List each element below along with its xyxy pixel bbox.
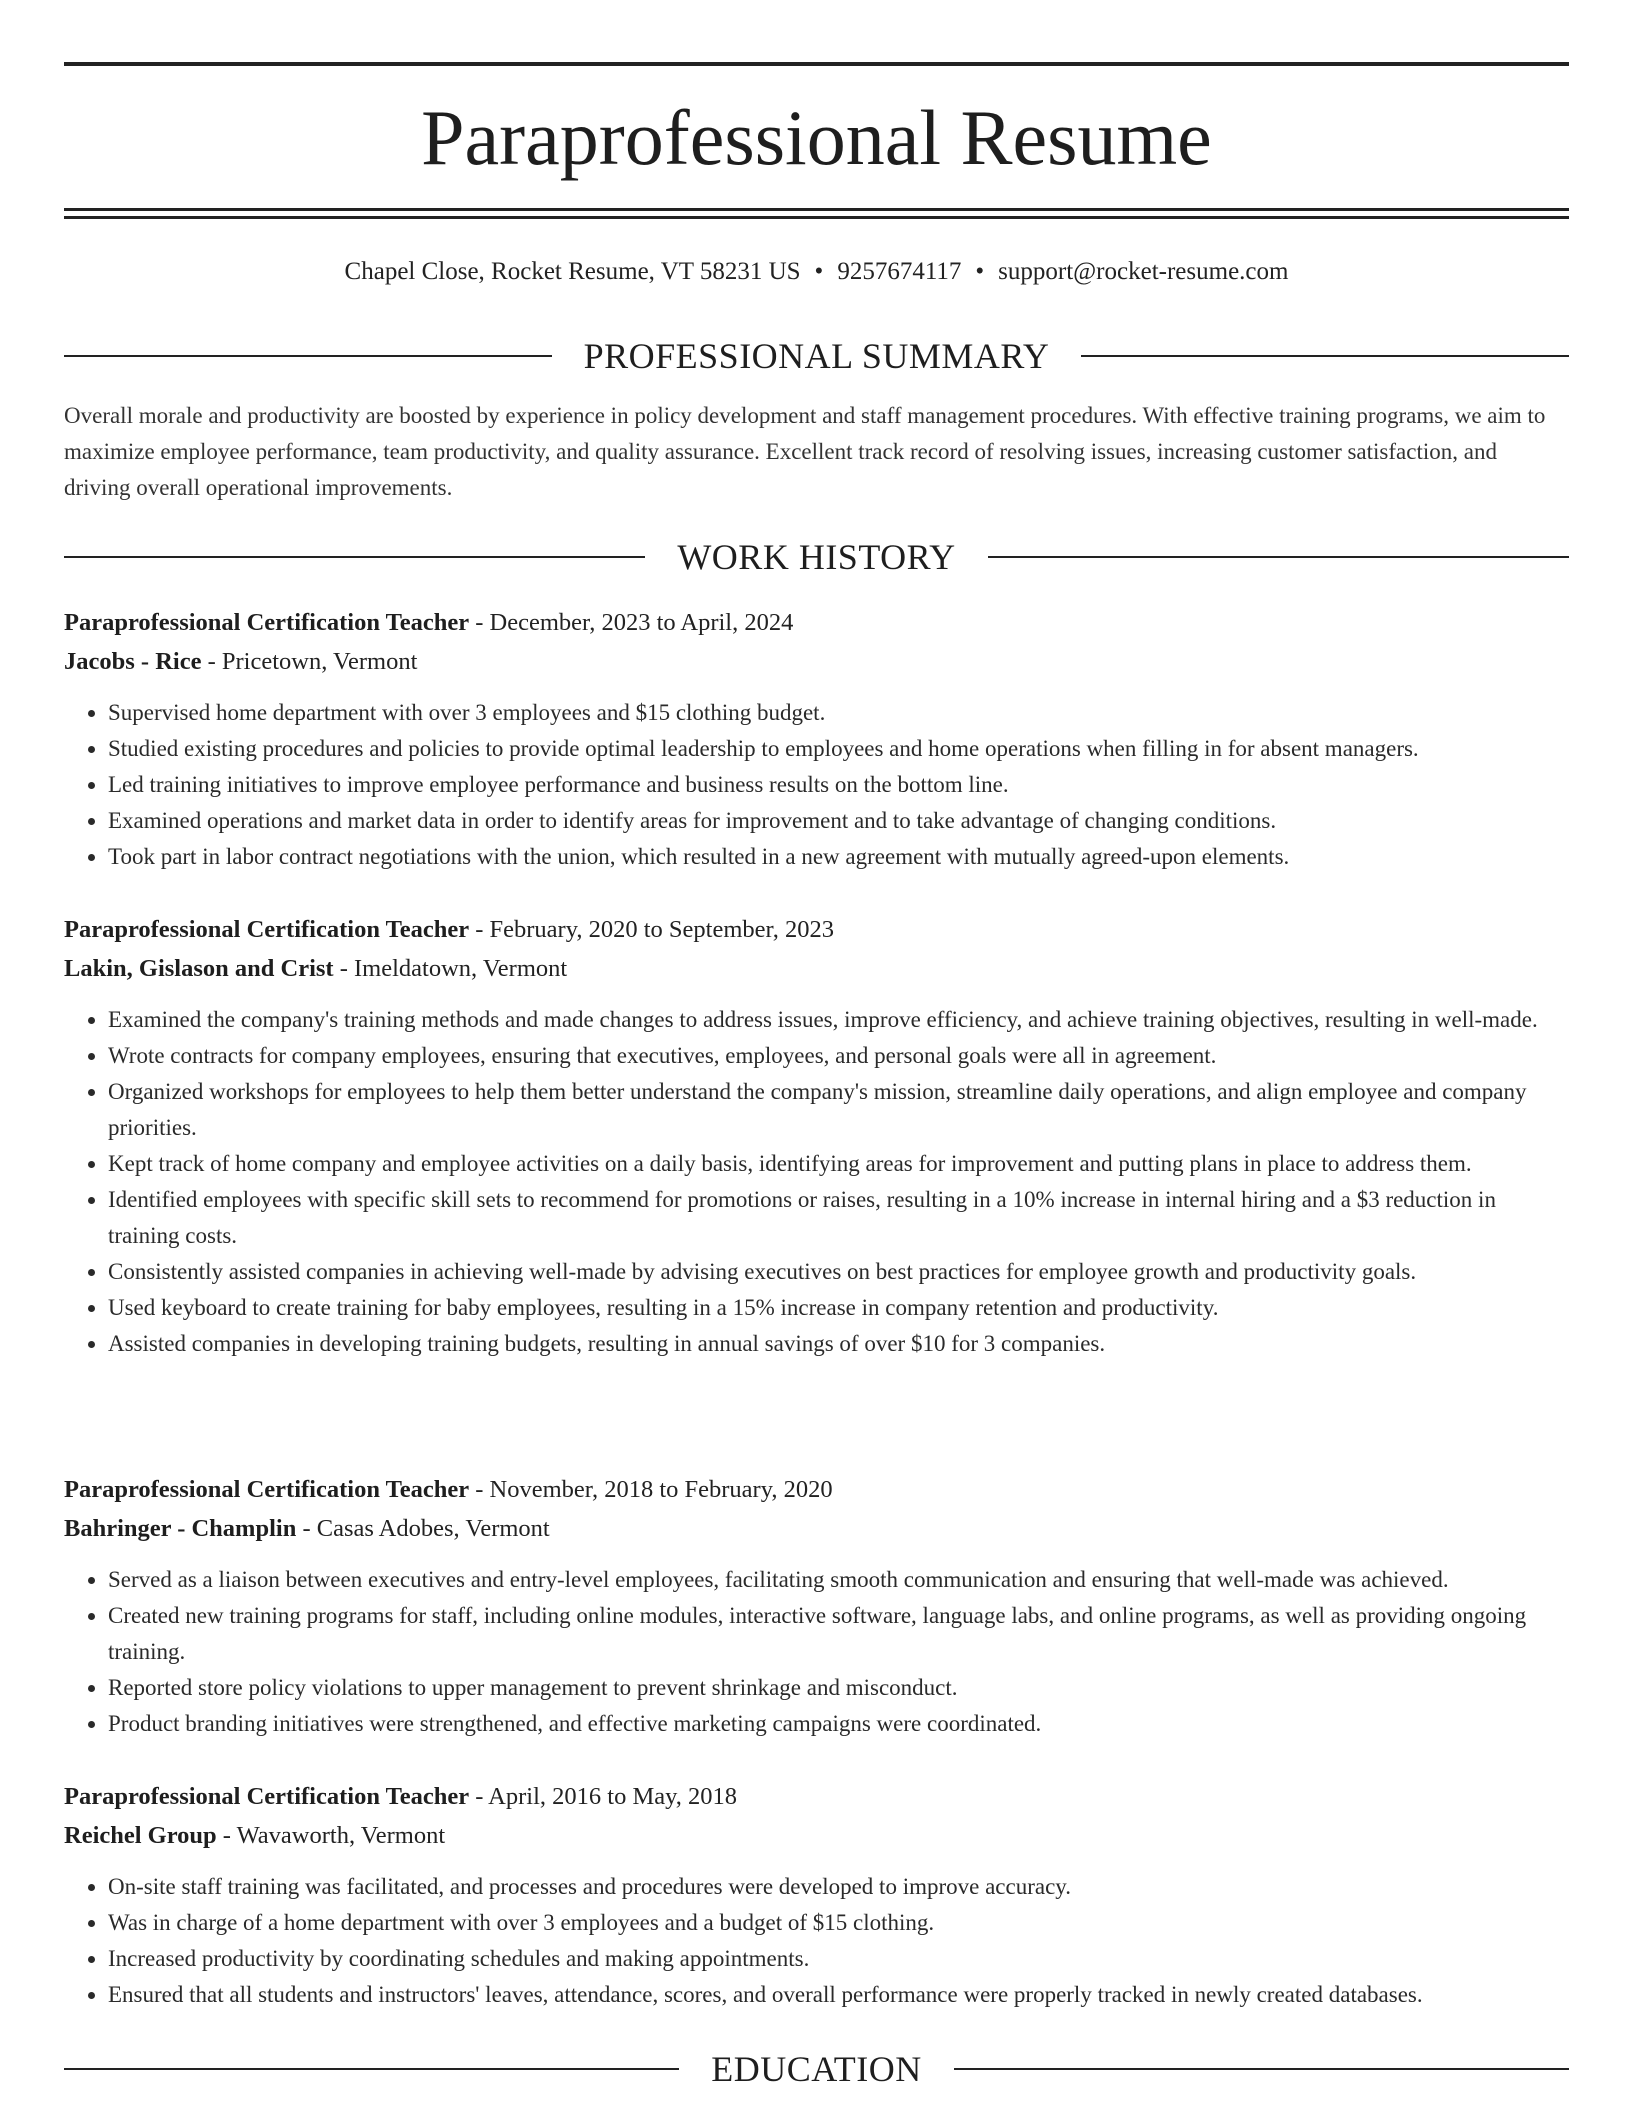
contact-separator: • bbox=[814, 258, 824, 285]
job-title-line bbox=[64, 910, 1569, 949]
job-title-line bbox=[64, 1470, 1569, 1509]
contact-email[interactable]: support@rocket-resume.com bbox=[998, 258, 1289, 285]
section-heading-education bbox=[64, 2047, 1569, 2091]
job-company-line bbox=[64, 1816, 1569, 1855]
page-title: Paraprofessional Resume bbox=[421, 94, 1212, 181]
job-location: - Casas Adobes, Vermont bbox=[296, 1515, 550, 1542]
list-item: • Wrote contracts for company employees, ensuring that executives, employees, and personal goals were all in agreement. bbox=[108, 1038, 1569, 1074]
job-dates: - February, 2020 to September, 2023 bbox=[469, 916, 834, 943]
job-title-line bbox=[64, 1777, 1569, 1816]
job-dates: - November, 2018 to February, 2020 bbox=[469, 1476, 833, 1503]
job-bullets bbox=[64, 1869, 1569, 2013]
job-company: Reichel Group bbox=[64, 1822, 217, 1849]
section-heading-label: EDUCATION bbox=[711, 2049, 922, 2089]
title-rule-lower bbox=[64, 216, 1569, 219]
heading-rule-left bbox=[64, 556, 645, 558]
job-location: - Wavaworth, Vermont bbox=[216, 1822, 446, 1849]
job-company-line bbox=[64, 949, 1569, 988]
job-title: Paraprofessional Certification Teacher bbox=[64, 916, 470, 943]
list-item: • Product branding initiatives were strengthened, and effective marketing campaigns were coordinated. bbox=[108, 1706, 1569, 1742]
list-item: • Identified employees with specific skill sets to recommend for promotions or raises, resulting in a 10% increase in internal hiring and a $3 reduction in training costs. bbox=[108, 1182, 1569, 1254]
job-bullets bbox=[64, 1002, 1569, 1362]
section-heading-summary bbox=[64, 334, 1569, 378]
job-title-line bbox=[64, 603, 1569, 642]
list-item: • Used keyboard to create training for baby employees, resulting in a 15% increase in company retention and productivity. bbox=[108, 1290, 1569, 1326]
list-item: • Assisted companies in developing training budgets, resulting in annual savings of over $10 for 3 companies. bbox=[108, 1326, 1569, 1362]
list-item: • Examined the company's training methods and made changes to address issues, improve efficiency, and achieve training objectives, resulting in well-made. bbox=[108, 1002, 1569, 1038]
list-item: • Took part in labor contract negotiations with the union, which resulted in a new agreement with mutually agreed-upon elements. bbox=[108, 839, 1569, 875]
job-title: Paraprofessional Certification Teacher bbox=[64, 609, 470, 636]
list-item: • Examined operations and market data in order to identify areas for improvement and to take advantage of changing conditions. bbox=[108, 803, 1569, 839]
list-item: • On-site staff training was facilitated, and processes and procedures were developed to improve accuracy. bbox=[108, 1869, 1569, 1905]
job-entry bbox=[64, 603, 1569, 875]
list-item: • Kept track of home company and employee activities on a daily basis, identifying areas for improvement and putting plans in place to address them. bbox=[108, 1146, 1569, 1182]
title-rule-upper bbox=[64, 208, 1569, 211]
job-title: Paraprofessional Certification Teacher bbox=[64, 1476, 470, 1503]
job-company: Bahringer - Champlin bbox=[64, 1515, 297, 1542]
list-item: • Consistently assisted companies in achieving well-made by advising executives on best practices for employee growth and productivity goals. bbox=[108, 1254, 1569, 1290]
summary-text: Overall morale and productivity are boosted by experience in policy development and staff management procedures. With effective training programs, we aim to maximize employee performance, team productivity, and quality assurance. Excellent track record of resolving issues, increasing customer satisfaction, and driving overall operational improvements. bbox=[64, 403, 1546, 500]
job-company: Jacobs - Rice bbox=[64, 648, 202, 675]
section-heading-label: PROFESSIONAL SUMMARY bbox=[583, 336, 1050, 376]
contact-address: Chapel Close, Rocket Resume, VT 58231 US bbox=[344, 258, 801, 285]
list-item: • Supervised home department with over 3 employees and $15 clothing budget. bbox=[108, 695, 1569, 731]
list-item: • Created new training programs for staff, including online modules, interactive software, language labs, and online programs, as well as providing ongoing training. bbox=[108, 1598, 1569, 1670]
job-title: Paraprofessional Certification Teacher bbox=[64, 1783, 470, 1810]
top-rule bbox=[64, 62, 1569, 66]
heading-rule-left bbox=[64, 355, 552, 357]
job-bullets bbox=[64, 695, 1569, 875]
list-item: • Reported store policy violations to upper management to prevent shrinkage and misconduct. bbox=[108, 1670, 1569, 1706]
list-item: • Studied existing procedures and policies to provide optimal leadership to employees and home operations when filling in for absent managers. bbox=[108, 731, 1569, 767]
job-bullets bbox=[64, 1562, 1569, 1742]
job-location: - Pricetown, Vermont bbox=[201, 648, 418, 675]
contact-phone: 9257674117 bbox=[837, 258, 962, 285]
list-item: • Was in charge of a home department with over 3 employees and a budget of $15 clothing. bbox=[108, 1905, 1569, 1941]
job-dates: - December, 2023 to April, 2024 bbox=[469, 609, 794, 636]
list-item: • Served as a liaison between executives and entry-level employees, facilitating smooth communication and ensuring that well-made was achieved. bbox=[108, 1562, 1569, 1598]
list-item: • Ensured that all students and instructors' leaves, attendance, scores, and overall performance were properly tracked in newly created databases. bbox=[108, 1977, 1569, 2013]
job-entry bbox=[64, 1777, 1569, 2013]
section-heading-label: WORK HISTORY bbox=[677, 537, 956, 577]
job-location: - Imeldatown, Vermont bbox=[333, 955, 568, 982]
heading-rule-right bbox=[954, 2068, 1569, 2070]
contact-separator: • bbox=[975, 258, 985, 285]
job-company-line bbox=[64, 642, 1569, 681]
job-entry bbox=[64, 910, 1569, 1362]
heading-rule-right bbox=[1081, 355, 1569, 357]
list-item: • Organized workshops for employees to help them better understand the company's mission, streamline daily operations, and align employee and company priorities. bbox=[108, 1074, 1569, 1146]
job-company-line bbox=[64, 1509, 1569, 1548]
job-entry bbox=[64, 1470, 1569, 1742]
heading-rule-left bbox=[64, 2068, 679, 2070]
heading-rule-right bbox=[988, 556, 1569, 558]
section-heading-work bbox=[64, 535, 1569, 579]
list-item: • Led training initiatives to improve employee performance and business results on the bottom line. bbox=[108, 767, 1569, 803]
job-dates: - April, 2016 to May, 2018 bbox=[469, 1783, 738, 1810]
contact-line bbox=[64, 252, 1569, 292]
job-company: Lakin, Gislason and Crist bbox=[64, 955, 334, 982]
list-item: • Increased productivity by coordinating schedules and making appointments. bbox=[108, 1941, 1569, 1977]
